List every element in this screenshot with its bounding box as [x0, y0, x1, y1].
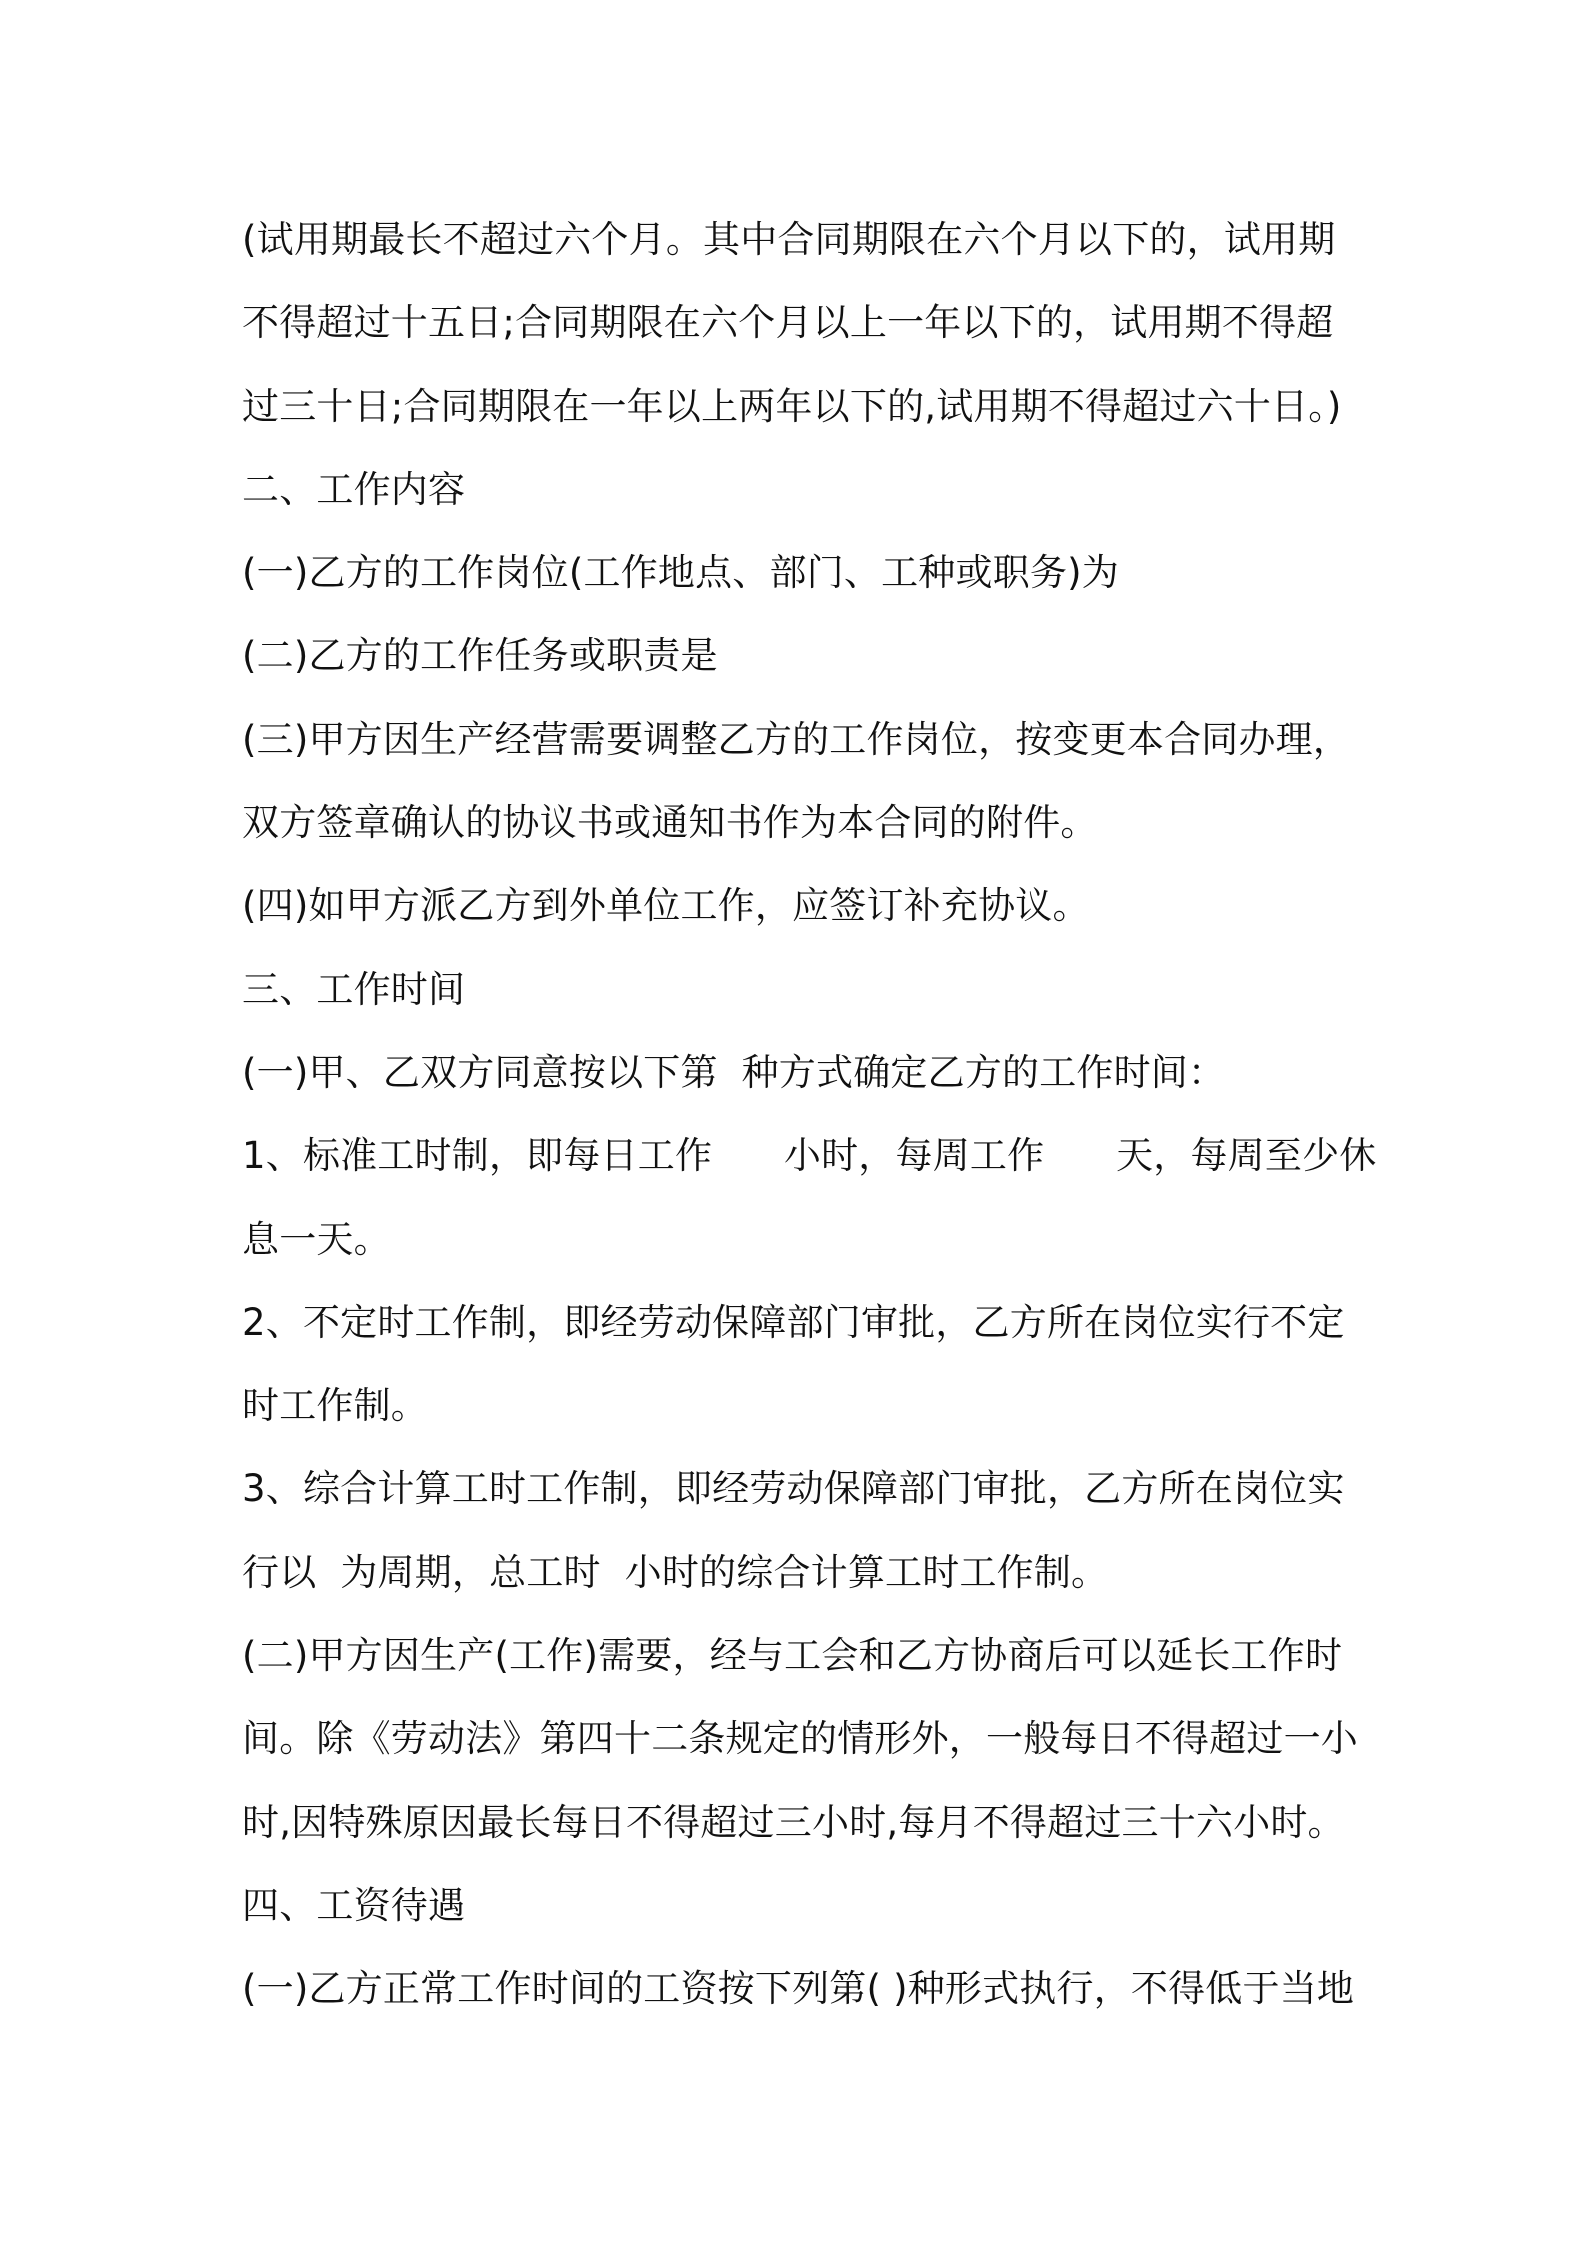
paragraph-line: 时,因特殊原因最长每日不得超过三小时,每月不得超过三十六小时。: [242, 1800, 1345, 1844]
paragraph-line: 双方签章确认的协议书或通知书作为本合同的附件。: [242, 801, 1098, 845]
paragraph-line: (试用期最长不超过六个月。其中合同期限在六个月以下的，试用期: [242, 218, 1336, 261]
paragraph-line: 不得超过十五日;合同期限在六个月以上一年以下的，试用期不得超: [242, 301, 1334, 345]
paragraph-line: (一)乙方的工作岗位(工作地点、部门、工种或职务)为: [242, 551, 1119, 595]
paragraph-line: 2、不定时工作制，即经劳动保障部门审批，乙方所在岗位实行不定: [242, 1300, 1345, 1344]
paragraph-line: (四)如甲方派乙方到外单位工作，应签订补充协议。: [242, 884, 1090, 928]
paragraph-line: 息一天。: [242, 1217, 391, 1261]
section-heading: 四、工资待遇: [242, 1883, 466, 1927]
paragraph-line: (三)甲方因生产经营需要调整乙方的工作岗位，按变更本合同办理，: [242, 717, 1351, 761]
paragraph-line: (一)甲、乙双方同意按以下第 种方式确定乙方的工作时间：: [242, 1050, 1226, 1094]
paragraph-line: 时工作制。: [242, 1384, 428, 1428]
paragraph-line: 行以 为周期，总工时 小时的综合计算工时工作制。: [242, 1550, 1109, 1594]
paragraph-line: 3、综合计算工时工作制，即经劳动保障部门审批，乙方所在岗位实: [242, 1467, 1345, 1511]
paragraph-line: (一)乙方正常工作时间的工资按下列第( )种形式执行，不得低于当地: [242, 1967, 1355, 2011]
paragraph-line: (二)甲方因生产(工作)需要，经与工会和乙方协商后可以延长工作时: [242, 1634, 1343, 1678]
paragraph-line: 过三十日;合同期限在一年以上两年以下的,试用期不得超过六十日。): [242, 384, 1342, 428]
section-heading: 三、工作时间: [242, 967, 466, 1011]
paragraph-line: 1、标准工时制，即每日工作 小时，每周工作 天，每周至少休: [242, 1134, 1377, 1178]
paragraph-line: 间。除《劳动法》第四十二条规定的情形外，一般每日不得超过一小: [242, 1717, 1358, 1761]
section-heading: 二、工作内容: [242, 467, 466, 511]
paragraph-line: (二)乙方的工作任务或职责是: [242, 634, 718, 678]
document-body: [242, 198, 1377, 2031]
